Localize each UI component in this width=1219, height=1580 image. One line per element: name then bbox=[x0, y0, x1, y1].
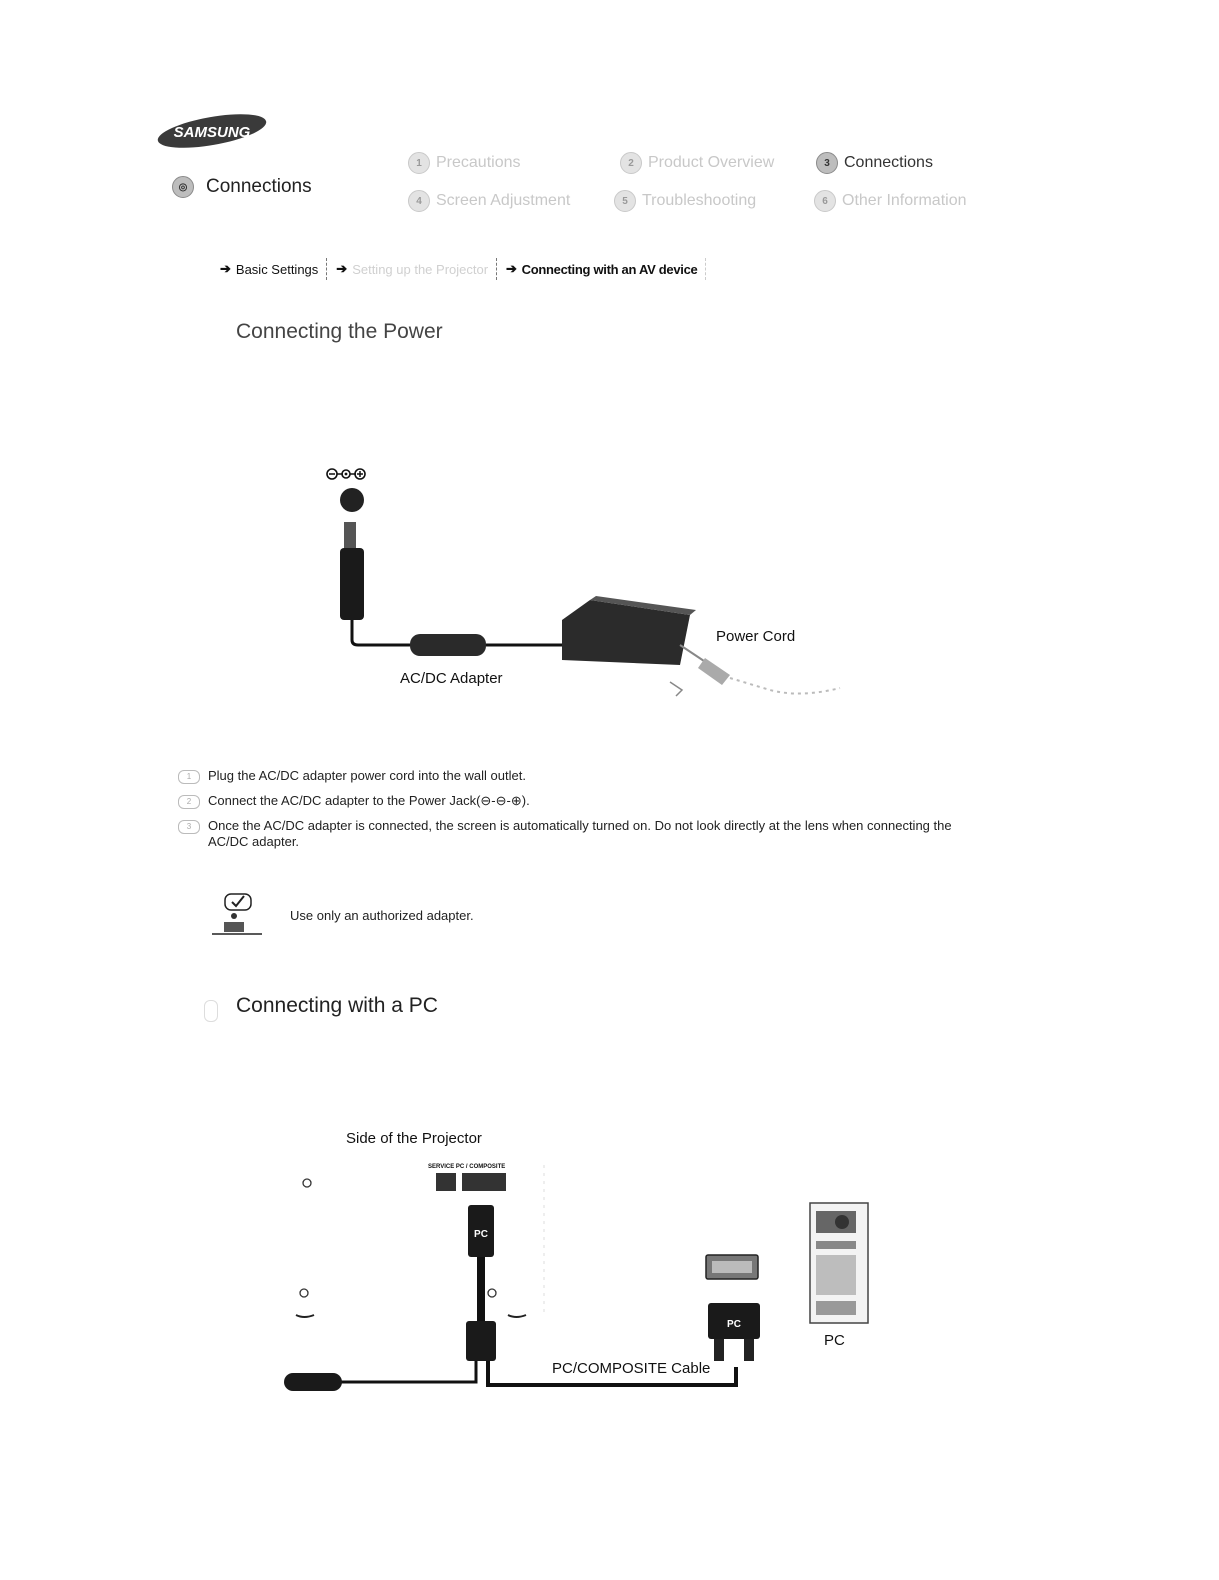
dc-plug bbox=[340, 488, 364, 620]
side-of-projector-label: Side of the Projector bbox=[346, 1130, 482, 1147]
section-heading bbox=[172, 176, 312, 198]
subnav-basic-settings[interactable]: ➔ Basic Settings bbox=[220, 261, 319, 277]
power-jack-symbol bbox=[327, 469, 365, 479]
power-steps bbox=[178, 768, 978, 859]
connections-icon: 3 bbox=[816, 152, 838, 174]
svg-text:SAMSUNG: SAMSUNG bbox=[173, 124, 251, 141]
power-cord-label: Power Cord bbox=[716, 628, 796, 645]
ferrite-core bbox=[410, 634, 486, 656]
nav-item-screen-adjustment[interactable]: 4 Screen Adjustment bbox=[408, 190, 570, 212]
bullet-icon bbox=[204, 1000, 218, 1022]
power-diagram bbox=[300, 460, 880, 720]
pc-composite-cable-label: PC/COMPOSITE Cable bbox=[552, 1360, 711, 1377]
svg-text:PC: PC bbox=[474, 1229, 488, 1240]
section-title: Connections bbox=[206, 176, 312, 197]
nav-item-troubleshooting[interactable]: 5 Troubleshooting bbox=[614, 190, 756, 212]
projector-side bbox=[296, 1165, 544, 1317]
pc-label: PC bbox=[824, 1332, 845, 1349]
product-overview-icon: 2 bbox=[620, 152, 642, 174]
connections-icon: ◎ bbox=[172, 176, 194, 198]
list-item: 2 Connect the AC/DC adapter to the Power Jack(⊖-⊖-⊕). bbox=[178, 793, 978, 809]
heading-connecting-power: Connecting the Power bbox=[236, 320, 443, 343]
power-cord bbox=[670, 645, 840, 696]
note-text: Use only an authorized adapter. bbox=[290, 908, 474, 923]
heading-connecting-pc: Connecting with a PC bbox=[236, 994, 438, 1017]
pc-connector-computer bbox=[706, 1255, 760, 1361]
arrow-right-icon: ➔ bbox=[220, 261, 231, 276]
pc-connector-projector bbox=[466, 1205, 496, 1361]
note-icon bbox=[212, 892, 262, 936]
sub-navigation bbox=[212, 258, 707, 280]
dc-plug bbox=[284, 1373, 342, 1391]
nav-item-product-overview[interactable]: 2 Product Overview bbox=[620, 152, 774, 174]
list-item: 3 Once the AC/DC adapter is connected, the screen is automatically turned on. Do not look directly at the lens when connecting the AC/DC adapter. bbox=[178, 818, 978, 850]
svg-text:PC: PC bbox=[727, 1319, 741, 1330]
arrow-right-icon: ➔ bbox=[336, 261, 348, 276]
ac-dc-adapter-label: AC/DC Adapter bbox=[400, 670, 503, 687]
precautions-icon: 1 bbox=[408, 152, 430, 174]
nav-item-connections[interactable]: 3 Connections bbox=[816, 152, 933, 174]
troubleshooting-icon: 5 bbox=[614, 190, 636, 212]
screen-adjustment-icon: 4 bbox=[408, 190, 430, 212]
pc-tower-icon bbox=[810, 1203, 868, 1323]
list-item: 1 Plug the AC/DC adapter power cord into the wall outlet. bbox=[178, 768, 978, 784]
divider bbox=[705, 258, 707, 280]
step-number-icon: 2 bbox=[178, 795, 200, 809]
port-label: SERVICE PC / COMPOSITE bbox=[428, 1164, 506, 1170]
subnav-connecting-av[interactable]: ➔ Connecting with an AV device bbox=[506, 261, 698, 277]
step-number-icon: 3 bbox=[178, 820, 200, 834]
other-information-icon: 6 bbox=[814, 190, 836, 212]
projector-ports bbox=[436, 1173, 506, 1191]
nav-item-other-information[interactable]: 6 Other Information bbox=[814, 190, 967, 212]
ac-dc-adapter bbox=[562, 596, 696, 665]
step-number-icon: 1 bbox=[178, 770, 200, 784]
subnav-setting-up[interactable]: ➔ Setting up the Projector bbox=[336, 261, 489, 277]
samsung-logo bbox=[156, 112, 268, 148]
arrow-right-icon: ➔ bbox=[506, 261, 517, 276]
nav-item-precautions[interactable]: 1 Precautions bbox=[408, 152, 521, 174]
